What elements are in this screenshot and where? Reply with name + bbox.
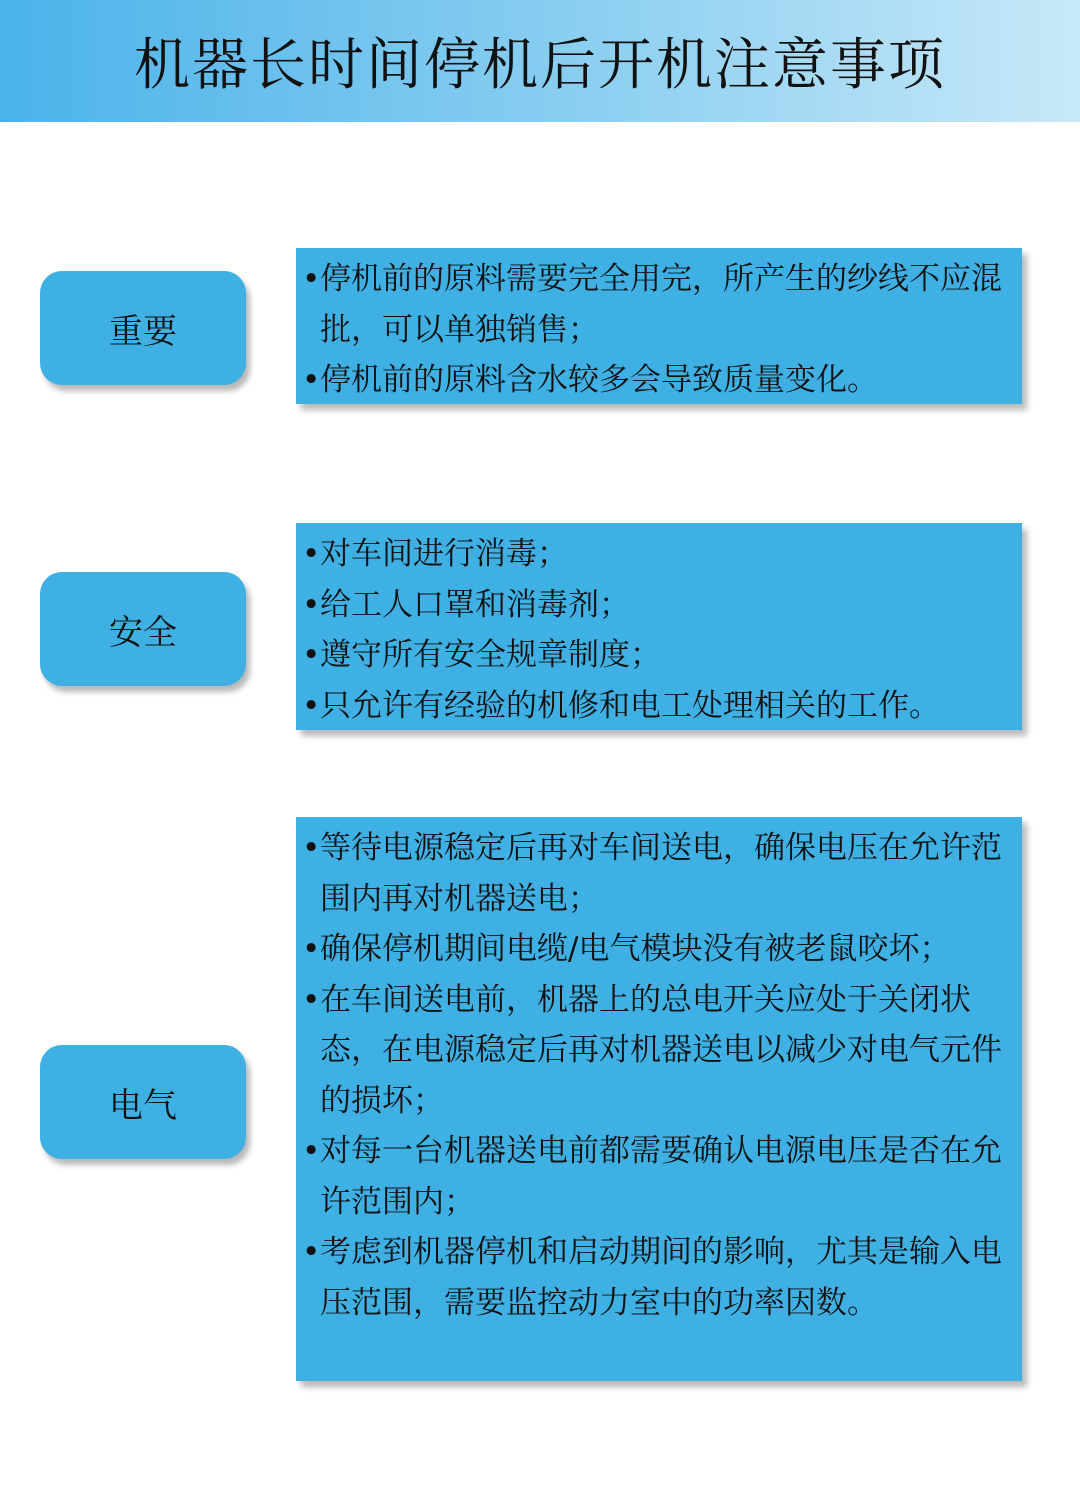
list-item-text: 停机前的原料需要完全用完，所产生的纱线不应混批，可以单独销售；: [320, 261, 1002, 348]
list-item-text: 只允许有经验的机修和电工处理相关的工作。: [320, 687, 940, 724]
bullet: •: [302, 637, 321, 673]
section-content-important: [296, 248, 1022, 404]
bullet: •: [302, 1234, 321, 1270]
section-label-text: 电气: [109, 1085, 177, 1126]
list-item-text: 停机前的原料含水较多会导致质量变化。: [320, 362, 878, 398]
list-item-text: 给工人口罩和消毒剂；: [320, 586, 630, 623]
list-item: [302, 1126, 1014, 1227]
section-label-electrical: [40, 1045, 246, 1159]
section-label-text: 安全: [109, 612, 177, 653]
bullet: •: [302, 830, 321, 866]
section-content-electrical: [296, 817, 1022, 1381]
section-label-safety: [40, 572, 246, 686]
list-item: [302, 580, 1014, 631]
bullet: •: [302, 586, 321, 623]
list-item: [302, 924, 1014, 975]
bullet: •: [302, 981, 321, 1018]
list-item-text: 等待电源稳定后再对车间送电，确保电压在允许范围内再对机器送电；: [320, 830, 1002, 917]
section-content-safety: [296, 523, 1022, 730]
bullet: •: [302, 687, 321, 724]
list-item-text: 考虑到机器停机和启动期间的影响，尤其是输入电压范围，需要监控动力室中的功率因数。: [320, 1234, 1002, 1321]
list-item: [302, 975, 1014, 1127]
bullet: •: [302, 1133, 321, 1169]
section-label-important: [40, 271, 246, 385]
bullet: •: [302, 261, 321, 297]
bullet: •: [302, 536, 321, 572]
list-item-text: 对每一台机器送电前都需要确认电源电压是否在允许范围内；: [320, 1133, 1002, 1220]
list-item: [302, 823, 1014, 924]
list-item: [302, 681, 1014, 732]
list-item: [302, 630, 1014, 681]
title-banner: [0, 0, 1080, 122]
list-item-text: 对车间进行消毒；: [320, 536, 568, 572]
bullet: •: [302, 931, 321, 967]
list-item-text: 在车间送电前，机器上的总电开关应处于关闭状态，在电源稳定后再对机器送电以减少对电气元件的损坏；: [320, 981, 1002, 1119]
list-item: [302, 355, 1014, 406]
page-title: 机器长时间停机后开机注意事项: [134, 33, 946, 98]
bullet: •: [302, 362, 321, 398]
list-item-text: 遵守所有安全规章制度；: [320, 637, 661, 673]
list-item: [302, 1227, 1014, 1328]
list-item: [302, 254, 1014, 355]
section-label-text: 重要: [109, 311, 177, 352]
list-item: [302, 529, 1014, 580]
list-item-text: 确保停机期间电缆/电气模块没有被老鼠咬坏；: [320, 931, 951, 967]
